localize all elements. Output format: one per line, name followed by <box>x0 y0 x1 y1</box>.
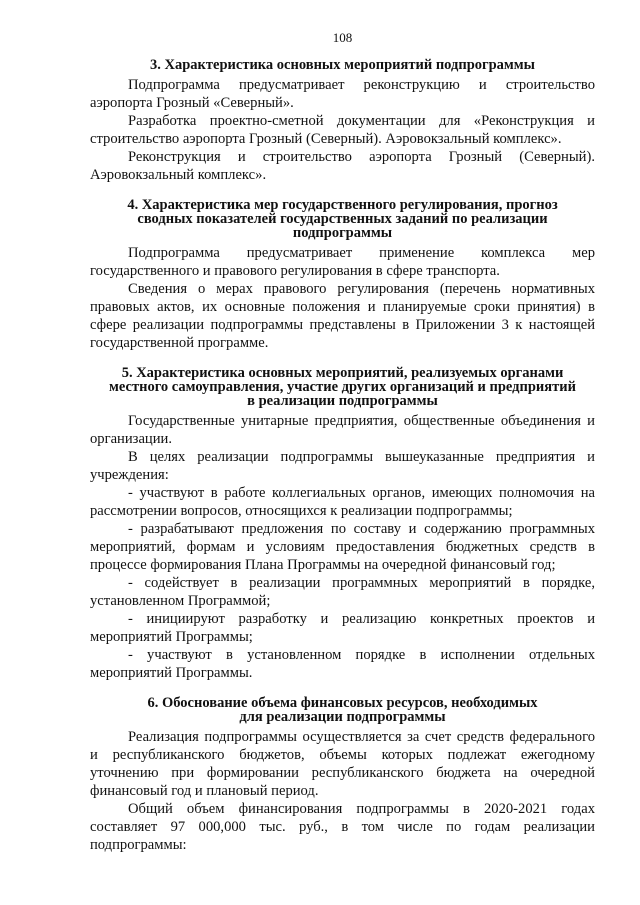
heading-line: 4. Характеристика мер государственного регулирования, прогноз <box>127 197 558 213</box>
section-5-heading <box>90 366 595 408</box>
paragraph: Реконструкция и строительство аэропорта Грозный (Северный). Аэровокзальный комплекс». <box>90 149 595 183</box>
paragraph: Разработка проектно-сметной документации для «Реконструкция и строительство аэропорта Грозный (Северный). Аэровокзальный комплекс». <box>90 113 595 147</box>
list-item: - разрабатывают предложения по составу и содержанию программных мероприятий, формам и условиям предоставления бюджетных средств в процессе формирования Плана Программы на очередной финансовый год; <box>90 521 595 573</box>
section-5 <box>90 366 595 682</box>
paragraph: Реализация подпрограммы осуществляется за счет средств федерального и республиканского бюджетов, объемы которых подлежат ежегодному уточнению при формировании республиканского бюджета на очередной финансовый год и плановый период. <box>90 729 595 799</box>
heading-line: 3. Характеристика основных мероприятий подпрограммы <box>150 57 535 73</box>
page-number: 108 <box>332 30 353 45</box>
section-4 <box>90 198 595 352</box>
paragraph: Подпрограмма предусматривает реконструкцию и строительство аэропорта Грозный «Северный». <box>90 77 595 111</box>
section-6-heading <box>90 696 595 724</box>
document-page <box>90 30 595 854</box>
heading-line: 5. Характеристика основных мероприятий, реализуемых органами <box>121 365 564 381</box>
heading-line: сводных показателей государственных заданий по реализации <box>137 211 548 227</box>
paragraph: Сведения о мерах правового регулирования (перечень нормативных правовых актов, их основные положения и планируемые сроки принятия) в сфере реализации подпрограммы представлены в Приложении 3 к настоящей государственной программе. <box>90 281 595 351</box>
list-item: - участвуют в установленном порядке в исполнении отдельных мероприятий Программы. <box>90 647 595 681</box>
heading-line: в реализации подпрограммы <box>247 393 438 409</box>
section-3-heading <box>90 58 595 72</box>
heading-line: для реализации подпрограммы <box>239 709 446 725</box>
heading-line: подпрограммы <box>292 225 393 241</box>
section-4-heading <box>90 198 595 240</box>
paragraph: Государственные унитарные предприятия, общественные объединения и организации. <box>90 413 595 447</box>
heading-line: 6. Обоснование объема финансовых ресурсов, необходимых <box>147 695 538 711</box>
list-item: - инициируют разработку и реализацию конкретных проектов и мероприятий Программы; <box>90 611 595 645</box>
heading-line: местного самоуправления, участие других организаций и предприятий <box>109 379 576 395</box>
list-item: - содействует в реализации программных мероприятий в порядке, установленном Программой; <box>90 575 595 609</box>
list-item: - участвуют в работе коллегиальных органов, имеющих полномочия на рассмотрении вопросов, относящихся к реализации подпрограммы; <box>90 485 595 519</box>
paragraph: В целях реализации подпрограммы вышеуказанные предприятия и учреждения: <box>90 449 595 483</box>
paragraph: Подпрограмма предусматривает применение комплекса мер государственного и правового регулирования в сфере транспорта. <box>90 245 595 279</box>
section-3 <box>90 58 595 184</box>
section-6 <box>90 696 595 854</box>
paragraph: Общий объем финансирования подпрограммы в 2020-2021 годах составляет 97 000,000 тыс. руб., в том числе по годам реализации подпрограммы: <box>90 801 595 853</box>
